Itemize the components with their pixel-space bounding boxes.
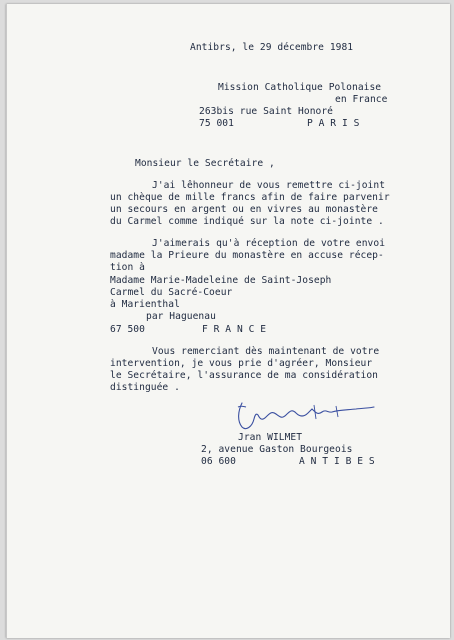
para2-line-7: par Haguenau <box>146 311 216 322</box>
para2-line-6: à Marienthal <box>110 299 180 310</box>
para3-line-2: intervention, je vous prie d'agréer, Monsieur <box>110 358 373 369</box>
para2-line-4: Madame Marie-Madeleine de Saint-Joseph <box>110 275 332 286</box>
letter-page <box>6 4 450 638</box>
para2-line-5: Carmel du Sacré-Coeur <box>110 287 233 298</box>
para1-line-3: un secours en argent ou en vivres au monastère <box>110 204 378 215</box>
para1-line-1: J'ai lêhonneur de vous remettre ci-joint <box>152 180 386 191</box>
salutation: Monsieur le Secrétaire , <box>135 158 275 169</box>
dest-country: F R A N C E <box>202 324 267 335</box>
para3-line-1: Vous remerciant dès maintenant de votre <box>152 346 380 357</box>
dest-postcode: 67 500 <box>110 324 145 335</box>
para3-line-3: le Secrétaire, l'assurance de ma considération <box>110 370 378 381</box>
letter-date: Antibrs, le 29 décembre 1981 <box>190 42 354 53</box>
recipient-line-2: en France <box>335 94 388 105</box>
para2-line-2: madame la Prieure du monastère en accuse récep- <box>110 250 384 261</box>
signature-drawing <box>228 397 378 433</box>
para3-line-4: distinguée . <box>110 382 180 393</box>
recipient-line-1: Mission Catholique Polonaise <box>218 82 382 93</box>
para1-line-4: du Carmel comme indiqué sur la note ci-jointe . <box>110 216 384 227</box>
recipient-city: P A R I S <box>307 118 360 129</box>
para2-line-3: tion à <box>110 262 145 273</box>
page-edge-left <box>6 4 7 638</box>
sender-postcode: 06 600 <box>201 456 236 467</box>
recipient-postcode: 75 001 <box>199 118 234 129</box>
sender-address: 2, avenue Gaston Bourgeois <box>201 444 353 455</box>
para1-line-2: un chèque de mille francs afin de faire parvenir <box>110 192 390 203</box>
handwritten-signature <box>228 397 378 433</box>
sender-city: A N T I B E S <box>299 456 375 467</box>
recipient-line-3: 263bis rue Saint Honoré <box>199 106 333 117</box>
sender-name: Jran WILMET <box>238 432 303 443</box>
para2-line-1: J'aimerais qu'à réception de votre envoi <box>152 238 386 249</box>
